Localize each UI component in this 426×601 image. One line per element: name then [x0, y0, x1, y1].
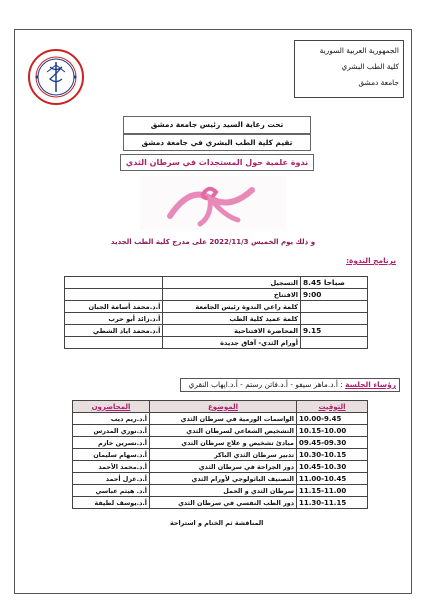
university-seal-logo [27, 48, 85, 106]
table-row [73, 413, 368, 425]
program-event: الافتتاح [163, 289, 301, 301]
program-time: 9:00 [301, 289, 368, 301]
table-row [65, 313, 368, 325]
session-schedule-table [72, 400, 368, 509]
table-row [65, 301, 368, 313]
session-time: 10.45-10.30 [297, 461, 368, 473]
program-table [64, 276, 368, 349]
table-header-row [73, 401, 368, 413]
program-speaker: أ.د.محمد أسامة الجبان [65, 301, 163, 313]
table-row [65, 337, 368, 349]
program-speaker: أ.د.زائد أبو حرب [65, 313, 163, 325]
session-time: 10.15-10.00 [297, 425, 368, 437]
program-event: المحاضرة الافتتاحية [163, 325, 301, 337]
patronage-line: تحت رعاية السيد رئيس جامعة دمشق [123, 116, 311, 134]
session-chairs-names: : أ.د.ماهر سيفو - أ.د.فاتن رستم - أ.د.ايهاب النقري [188, 380, 343, 389]
table-row [73, 425, 368, 437]
program-time [301, 337, 368, 349]
program-time: 9.15 [301, 325, 368, 337]
session-topic: الواسمات الورمية في سرطان الثدي [150, 413, 297, 425]
table-row [73, 437, 368, 449]
col-header-speakers: المحاضرون [73, 401, 150, 413]
program-event: التسجيل [163, 277, 301, 289]
table-row [73, 485, 368, 497]
session-time: 11.00-10.45 [297, 473, 368, 485]
session-speaker: أ.د.يوسف لطيفة [73, 497, 150, 509]
session-speaker: أ.د.محمد الأحمد [73, 461, 150, 473]
program-heading: برنامج الندوة: [346, 256, 396, 265]
session-topic: تدبير سرطان الثدي الباكر [150, 449, 297, 461]
session-chairs [180, 378, 400, 392]
col-header-time: التوقيت [297, 401, 368, 413]
program-speaker [65, 277, 163, 289]
table-row [65, 289, 368, 301]
table-row [65, 277, 368, 289]
program-time [301, 301, 368, 313]
event-title: ندوة علمية حول المستجدات في سرطان الثدي [120, 154, 314, 171]
session-speaker: أ.د.نوري المدرس [73, 425, 150, 437]
session-topic: مبادئ تشخيص و علاج سرطان الثدي [150, 437, 297, 449]
session-topic: دور الطب النفسي في سرطان الثدي [150, 497, 297, 509]
session-time: 11.15-11.00 [297, 485, 368, 497]
table-row [65, 325, 368, 337]
program-event: أورام الثدي- آفاق جديدة [163, 337, 301, 349]
pink-ribbon-image [140, 176, 286, 230]
session-topic: دور الجراحة في سرطان الثدي [150, 461, 297, 473]
session-time: 11.30-11.15 [297, 497, 368, 509]
table-row [73, 497, 368, 509]
organizer-line: تقيم كلية الطب البشري في جامعة دمشق [123, 134, 311, 151]
program-speaker: أ.د.محمد اياد الشطي [65, 325, 163, 337]
session-speaker: أ.د. هيثم عباسي [73, 485, 150, 497]
table-row [73, 461, 368, 473]
table-row [73, 449, 368, 461]
header-line: الجمهورية العربية السورية [319, 46, 399, 55]
program-speaker [65, 289, 163, 301]
session-topic: سرطان الثدي و الحمل [150, 485, 297, 497]
header-line: جامعة دمشق [358, 78, 399, 87]
session-speaker: أ.د.ريم ديب [73, 413, 150, 425]
col-header-topic: الموضوع [150, 401, 297, 413]
date-venue-line: و ذلك يوم الخميس 2022/11/3 على مدرج كلية الطب الجديد [110, 238, 316, 246]
session-time: 09.45-09.30 [297, 437, 368, 449]
session-topic: التشخيص الشعاعي لسرطان الثدي [150, 425, 297, 437]
institution-header [294, 40, 404, 98]
program-time [301, 313, 368, 325]
session-chairs-label: رؤساء الجلسة [345, 380, 396, 389]
session-speaker: أ.د.نسرين خازم [73, 437, 150, 449]
closing-note: المناقشة ثم الختام و استراحة [170, 519, 264, 527]
header-line: كلية الطب البشري [341, 62, 399, 71]
program-speaker [65, 337, 163, 349]
session-time: 10.00-9.45 [297, 413, 368, 425]
session-time: 10.30-10.15 [297, 449, 368, 461]
program-event: كلمة عميد كلية الطب [163, 313, 301, 325]
session-speaker: أ.د.غزل أحمد [73, 473, 150, 485]
table-row [73, 473, 368, 485]
program-event: كلمة راعي الندوة رئيس الجامعة [163, 301, 301, 313]
program-time: 8.45 صباحا [301, 277, 368, 289]
session-speaker: أ.د.سهام سليمان [73, 449, 150, 461]
session-topic: التصنيف الباثولوجي لأورام الثدي [150, 473, 297, 485]
